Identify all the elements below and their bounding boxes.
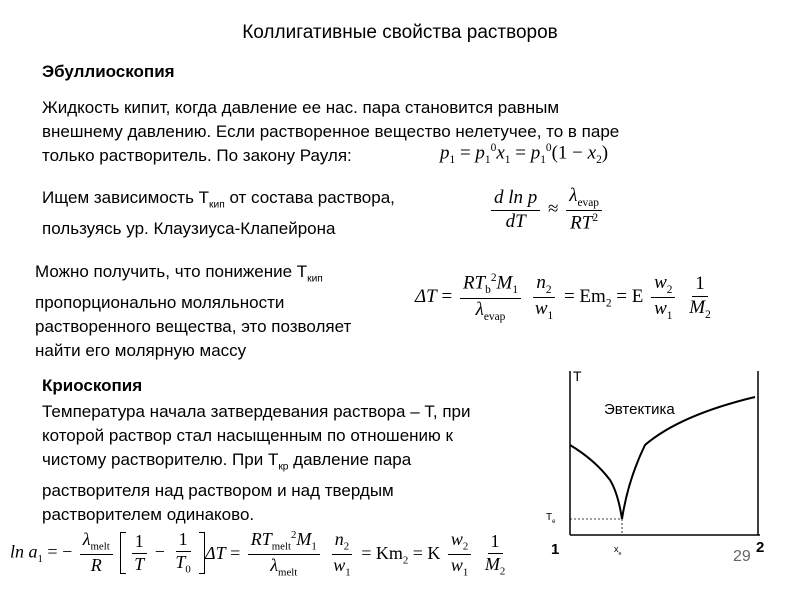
cryoscopy-text bbox=[42, 400, 470, 527]
clausius-formula: $\frac{\text{d ln p}}{dT}$ ≈ $\frac{\lambda_{evap}}{RT^2}$ bbox=[488, 186, 605, 235]
x-right-label: 2 bbox=[756, 539, 765, 556]
cryoscopy-heading: Криоскопия bbox=[42, 376, 143, 395]
text-line: Можно получить, что понижение $Т_{кип}$ bbox=[35, 262, 323, 285]
text-line: только растворитель. По закону Рауля: bbox=[42, 146, 352, 165]
cryoscopy-lna-formula: $\ln a_1$ = − $\frac{\lambda_{melt}}{R}$ $\frac{1}{T}$ − $\frac{1}{T_0}$ bbox=[10, 530, 205, 576]
cryoscopy-dt-formula: ΔT = $\frac{RT_{melt}^2M_1}{\lambda_{melt}}$ $\frac{n_2}{w_1}$ = $Km_2 = K$ $\frac{w_2}{w_1}$ $\frac{1}{M_2}$ bbox=[205, 529, 506, 580]
text-line: растворителем одинаково. bbox=[42, 505, 255, 525]
text-line: Жидкость кипит, когда давление ее нас. пара становится равным bbox=[42, 98, 560, 117]
text-line: растворенного вещества, это позволяет bbox=[35, 317, 352, 337]
te-label: $T_e$ bbox=[546, 512, 556, 525]
xe-label: $x_e$ bbox=[614, 544, 622, 557]
raoult-formula: $p_1 = p_1^0x_1 = p_1^0(1 - x_2)$ bbox=[440, 142, 609, 167]
text-line: внешнему давлению. Если растворенное вещество нелетучее, то в паре bbox=[42, 122, 620, 141]
ebullioscopy-heading: Эбуллиоскопия bbox=[42, 62, 175, 81]
x-left-label: 1 bbox=[551, 541, 560, 558]
text-line: Ищем зависимость $Т_{кип}$ от состава раствора, bbox=[42, 188, 395, 211]
text-line: растворителя над раствором и над твердым bbox=[42, 481, 394, 501]
eutectic-graph bbox=[540, 365, 780, 565]
ebullioscopy-formula: ΔT = $\frac{RT_b^2M_1}{\lambda_{evap}}$ $\frac{n_2}{w_1}$ = $Em_2 = E$ $\frac{w_2}{w_1}$ $\frac{1}{M_2}$ bbox=[415, 271, 711, 323]
text-line: Температура начала затвердевания раствора – Т, при bbox=[42, 402, 471, 421]
slide-title: Коллигативные свойства растворов bbox=[242, 22, 558, 43]
text-line: найти его молярную массу bbox=[35, 341, 247, 361]
ebullio-result-text bbox=[35, 260, 351, 363]
text-line: которой раствор стал насыщенным по отношению к bbox=[42, 426, 453, 445]
eutectic-label: Эвтектика bbox=[604, 401, 675, 418]
graph-y-label: T bbox=[573, 368, 582, 384]
text-line: чистому растворителю. При $Т_{кр}$ давление пара bbox=[42, 450, 412, 473]
text-line: пропорционально моляльности bbox=[35, 293, 285, 313]
clausius-text bbox=[42, 186, 395, 241]
slide-number: 29 bbox=[733, 548, 751, 565]
text-line: пользуясь ур. Клаузиуса-Клапейрона bbox=[42, 219, 336, 239]
